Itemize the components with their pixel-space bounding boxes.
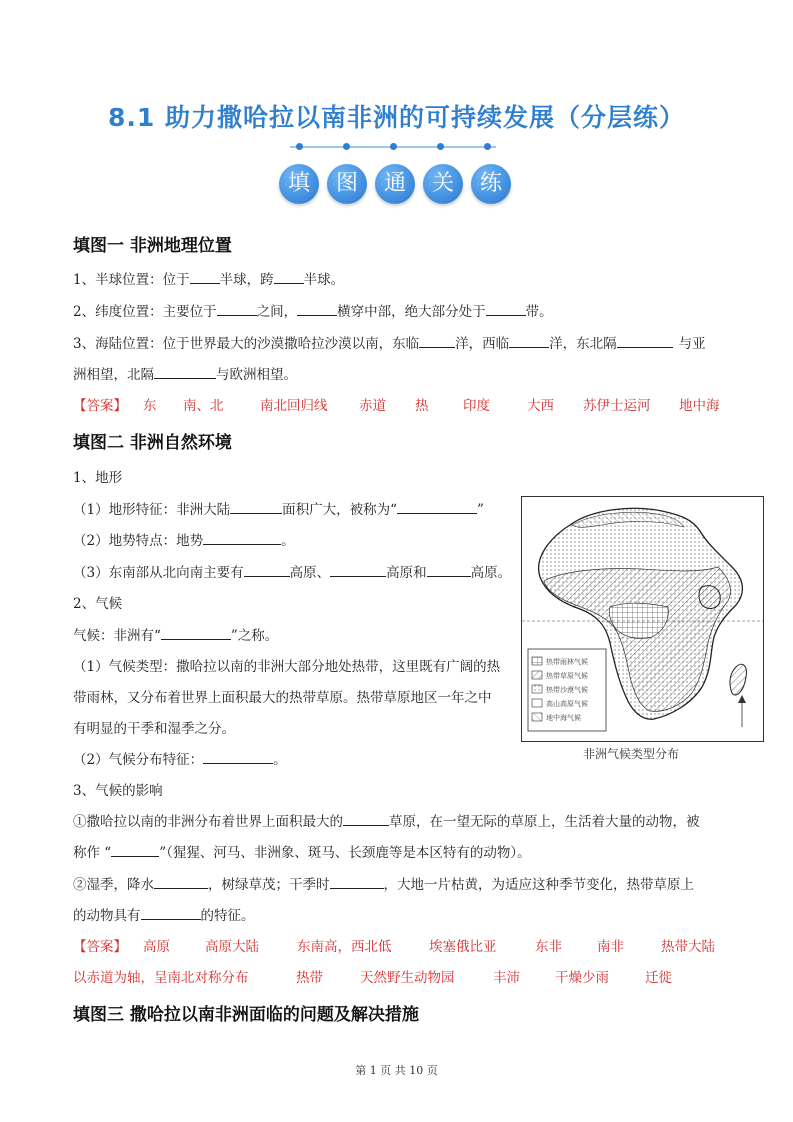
- s1-line1: 1、半球位置：位于 半球，跨 半球。: [73, 268, 344, 288]
- s2-topic2: 2、气候: [73, 596, 123, 612]
- answer: 印度: [463, 398, 490, 414]
- answer: 热: [415, 398, 429, 414]
- map-caption: 非洲气候类型分布: [583, 747, 680, 761]
- answer: 东: [143, 398, 157, 414]
- section3-heading: 填图三 撒哈拉以南非洲面临的问题及解决措施: [73, 1005, 419, 1025]
- s2-t1-2: （2）地势特点：地势 。: [73, 529, 295, 549]
- answer: 迁徙: [645, 970, 672, 986]
- answer: 以赤道为轴，呈南北对称分布: [73, 970, 249, 986]
- badge-tu: 图: [327, 164, 367, 204]
- answer-label: 【答案】: [73, 939, 127, 955]
- s2-t3-2: 称作 “ ”（猩猩、河马、非洲象、斑马、长颈鹿等是本区特有的动物）。: [73, 841, 531, 861]
- s1-line3: 3、海陆位置：位于世界最大的沙漠撒哈拉沙漠以南，东临 洋，西临 洋，东北隔 与亚: [73, 332, 706, 352]
- answer: 地中海: [679, 398, 720, 414]
- s2-topic1: 1、地形: [73, 470, 123, 486]
- s2-t2-2: （2）气候分布特征： 。: [73, 748, 287, 768]
- answer: 干燥少雨: [555, 970, 609, 986]
- blank[interactable]: [509, 333, 549, 348]
- page-title: 8.1 助力撒哈拉以南非洲的可持续发展（分层练）: [108, 103, 685, 132]
- blank[interactable]: [203, 530, 281, 545]
- answer: 苏伊士运河: [583, 398, 651, 414]
- answer: 高原大陆: [205, 939, 259, 955]
- blank[interactable]: [343, 811, 389, 826]
- blank[interactable]: [161, 625, 231, 640]
- answer-label: 【答案】: [73, 398, 127, 414]
- legend-item: 热带草原气候: [546, 672, 588, 680]
- s2-t2-0: 气候：非洲有“ ”之称。: [73, 624, 278, 644]
- answer: 南非: [597, 939, 624, 955]
- blank[interactable]: [230, 499, 282, 514]
- blank[interactable]: [217, 301, 257, 316]
- africa-map-image: [522, 497, 763, 741]
- s2-t1-3: （3）东南部从北向南主要有 高原、 高原和 高原。: [73, 561, 511, 581]
- blank[interactable]: [486, 301, 526, 316]
- legend-item: 地中海气候: [546, 714, 581, 722]
- legend-item: 热带沙漠气候: [546, 686, 588, 694]
- legend-item: 热带雨林气候: [546, 658, 588, 666]
- blank[interactable]: [419, 333, 455, 348]
- section-badges: [279, 164, 511, 206]
- blank[interactable]: [190, 269, 220, 284]
- title-decoration: [286, 140, 500, 154]
- s2-t3-4: 的动物具有 的特征。: [73, 904, 255, 924]
- answer: 天然野生动物园: [360, 970, 455, 986]
- answer: 丰沛: [493, 970, 520, 986]
- answer: 东非: [535, 939, 562, 955]
- badge-tian: 填: [279, 164, 319, 204]
- answer: 南、北: [183, 398, 224, 414]
- answer: 埃塞俄比亚: [429, 939, 497, 955]
- s2-t2-1c: 有明显的干季和湿季之分。: [73, 721, 235, 737]
- section1-heading: 填图一 非洲地理位置: [73, 236, 232, 256]
- answer: 东南高，西北低: [297, 939, 392, 955]
- blank[interactable]: [111, 842, 159, 857]
- answer: 热带大陆: [661, 939, 715, 955]
- s1-line2: 2、纬度位置：主要位于 之间， 横穿中部，绝大部分处于 带。: [73, 300, 553, 320]
- blank[interactable]: [154, 364, 216, 379]
- africa-climate-map: [521, 496, 764, 742]
- legend-item: 高山高原气候: [546, 700, 588, 708]
- blank[interactable]: [203, 749, 273, 764]
- blank[interactable]: [297, 301, 337, 316]
- blank[interactable]: [330, 874, 384, 889]
- page-footer: 第 1 页 共 10 页: [355, 1064, 438, 1077]
- badge-guan: 关: [423, 164, 463, 204]
- blank[interactable]: [397, 499, 477, 514]
- blank[interactable]: [274, 269, 304, 284]
- blank[interactable]: [617, 333, 673, 348]
- s2-t2-1a: （1）气候类型：撒哈拉以南的非洲大部分地处热带，这里既有广阔的热: [73, 659, 501, 675]
- s2-t1-1: （1）地形特征：非洲大陆 面积广大，被称为“ ”: [73, 498, 484, 518]
- s2-t3-3: ②湿季，降水 ，树绿草茂；干季时 ，大地一片枯黄，为适应这种季节变化，热带草原上: [73, 873, 694, 893]
- answer: 高原: [143, 939, 170, 955]
- badge-lian: 练: [471, 164, 511, 204]
- s2-topic3: 3、气候的影响: [73, 783, 163, 799]
- badge-tong: 通: [375, 164, 415, 204]
- blank[interactable]: [141, 905, 201, 920]
- answer: 大西: [527, 398, 554, 414]
- blank[interactable]: [330, 562, 386, 577]
- answer: 赤道: [359, 398, 386, 414]
- blank[interactable]: [427, 562, 471, 577]
- s2-t3-1: ①撒哈拉以南的非洲分布着世界上面积最大的 草原，在一望无际的草原上，生活着大量的动物，被: [73, 810, 700, 830]
- answer: 南北回归线: [260, 398, 328, 414]
- blank[interactable]: [154, 874, 208, 889]
- blank[interactable]: [244, 562, 290, 577]
- section2-heading: 填图二 非洲自然环境: [73, 433, 232, 453]
- s2-t2-1b: 带雨林，又分布着世界上面积最大的热带草原。热带草原地区一年之中: [73, 690, 492, 706]
- s1-line4: 洲相望，北隔 与欧洲相望。: [73, 363, 297, 383]
- answer: 热带: [296, 970, 323, 986]
